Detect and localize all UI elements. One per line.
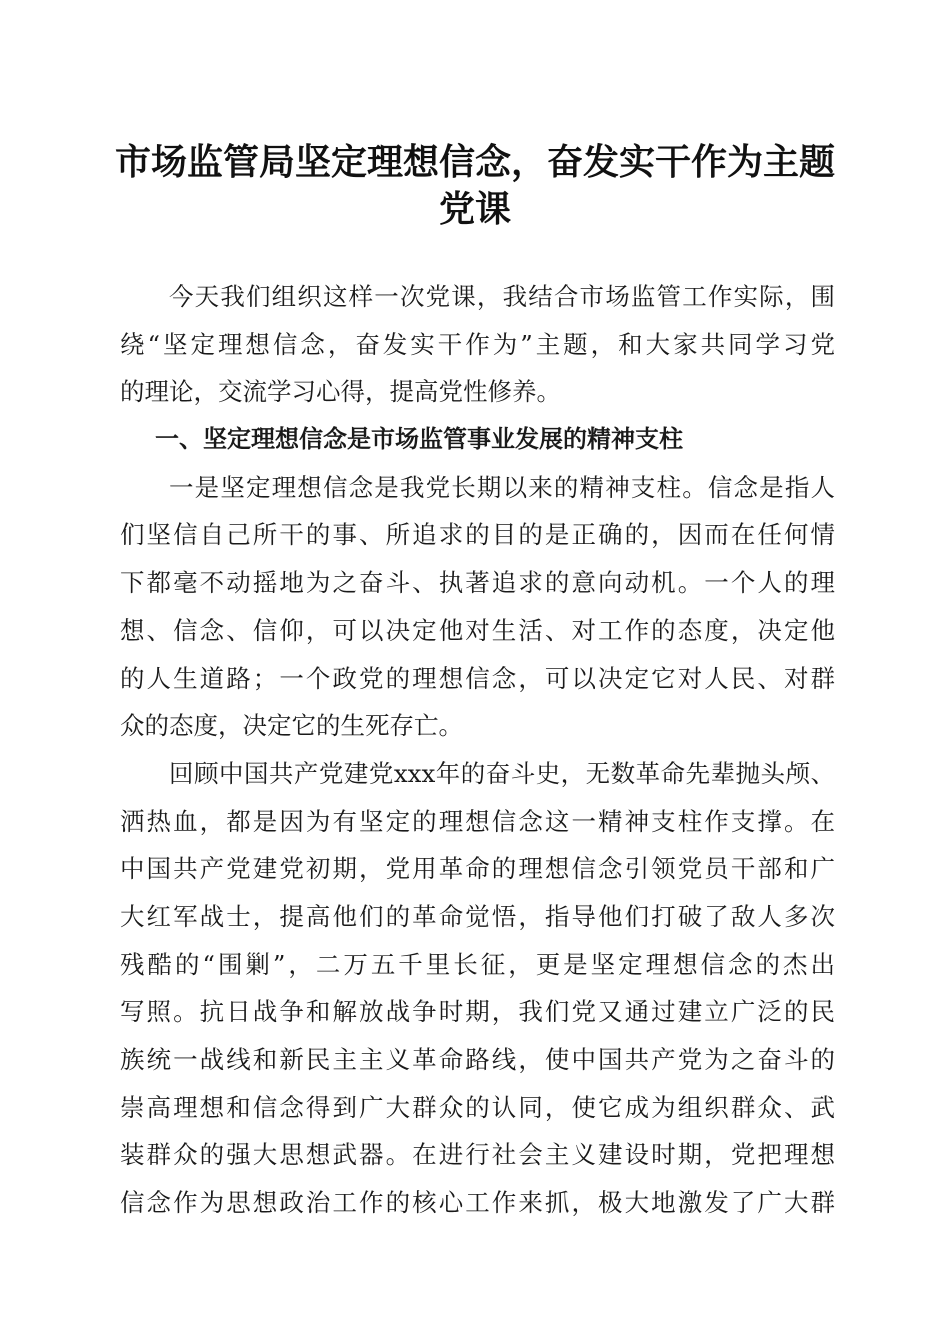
body-line: 残酷的“围剿”，二万五千里长征，更是坚定理想信念的杰出 xyxy=(120,949,835,979)
body-line: 众的态度，决定它的生死存亡。 xyxy=(120,711,463,741)
body-line: 崇高理想和信念得到广大群众的认同，使它成为组织群众、武 xyxy=(120,1092,835,1122)
body-line: 中国共产党建党初期，党用革命的理想信念引领党员干部和广 xyxy=(120,854,835,884)
body-line: 绕“坚定理想信念，奋发实干作为”主题，和大家共同学习党 xyxy=(120,329,835,359)
body-line: 今天我们组织这样一次党课，我结合市场监管工作实际，围 xyxy=(169,282,835,311)
body-line: 的人生道路；一个政党的理想信念，可以决定它对人民、对群 xyxy=(120,663,835,693)
document-body xyxy=(120,273,835,1227)
body-line: 一是坚定理想信念是我党长期以来的精神支柱。信念是指人 xyxy=(169,472,835,502)
body-line: 下都毫不动摇地为之奋斗、执著追求的意向动机。一个人的理 xyxy=(120,568,835,598)
body-line: 回顾中国共产党建党xxx年的奋斗史，无数革命先辈抛头颅、 xyxy=(169,758,835,788)
body-line: 装群众的强大思想武器。在进行社会主义建设时期，党把理想 xyxy=(120,1140,835,1170)
body-line: 写照。抗日战争和解放战争时期，我们党又通过建立广泛的民 xyxy=(120,997,835,1027)
section-heading: 一、坚定理想信念是市场监管事业发展的精神支柱 xyxy=(155,425,683,454)
body-line: 们坚信自己所干的事、所追求的目的是正确的，因而在任何情 xyxy=(120,520,835,550)
document-title-line-2: 党课 xyxy=(438,188,511,230)
body-line: 想、信念、信仰，可以决定他对生活、对工作的态度，决定他 xyxy=(120,615,835,645)
body-line: 大红军战士，提高他们的革命觉悟，指导他们打破了敌人多次 xyxy=(120,901,835,931)
body-line: 的理论，交流学习心得，提高党性修养。 xyxy=(120,377,561,407)
body-line: 信念作为思想政治工作的核心工作来抓，极大地激发了广大群 xyxy=(120,1188,835,1218)
document-title-line-1: 市场监管局坚定理想信念，奋发实干作为主题 xyxy=(114,141,835,183)
body-line: 洒热血，都是因为有坚定的理想信念这一精神支柱作支撑。在 xyxy=(120,806,835,836)
body-line: 族统一战线和新民主主义革命路线，使中国共产党为之奋斗的 xyxy=(120,1045,835,1074)
